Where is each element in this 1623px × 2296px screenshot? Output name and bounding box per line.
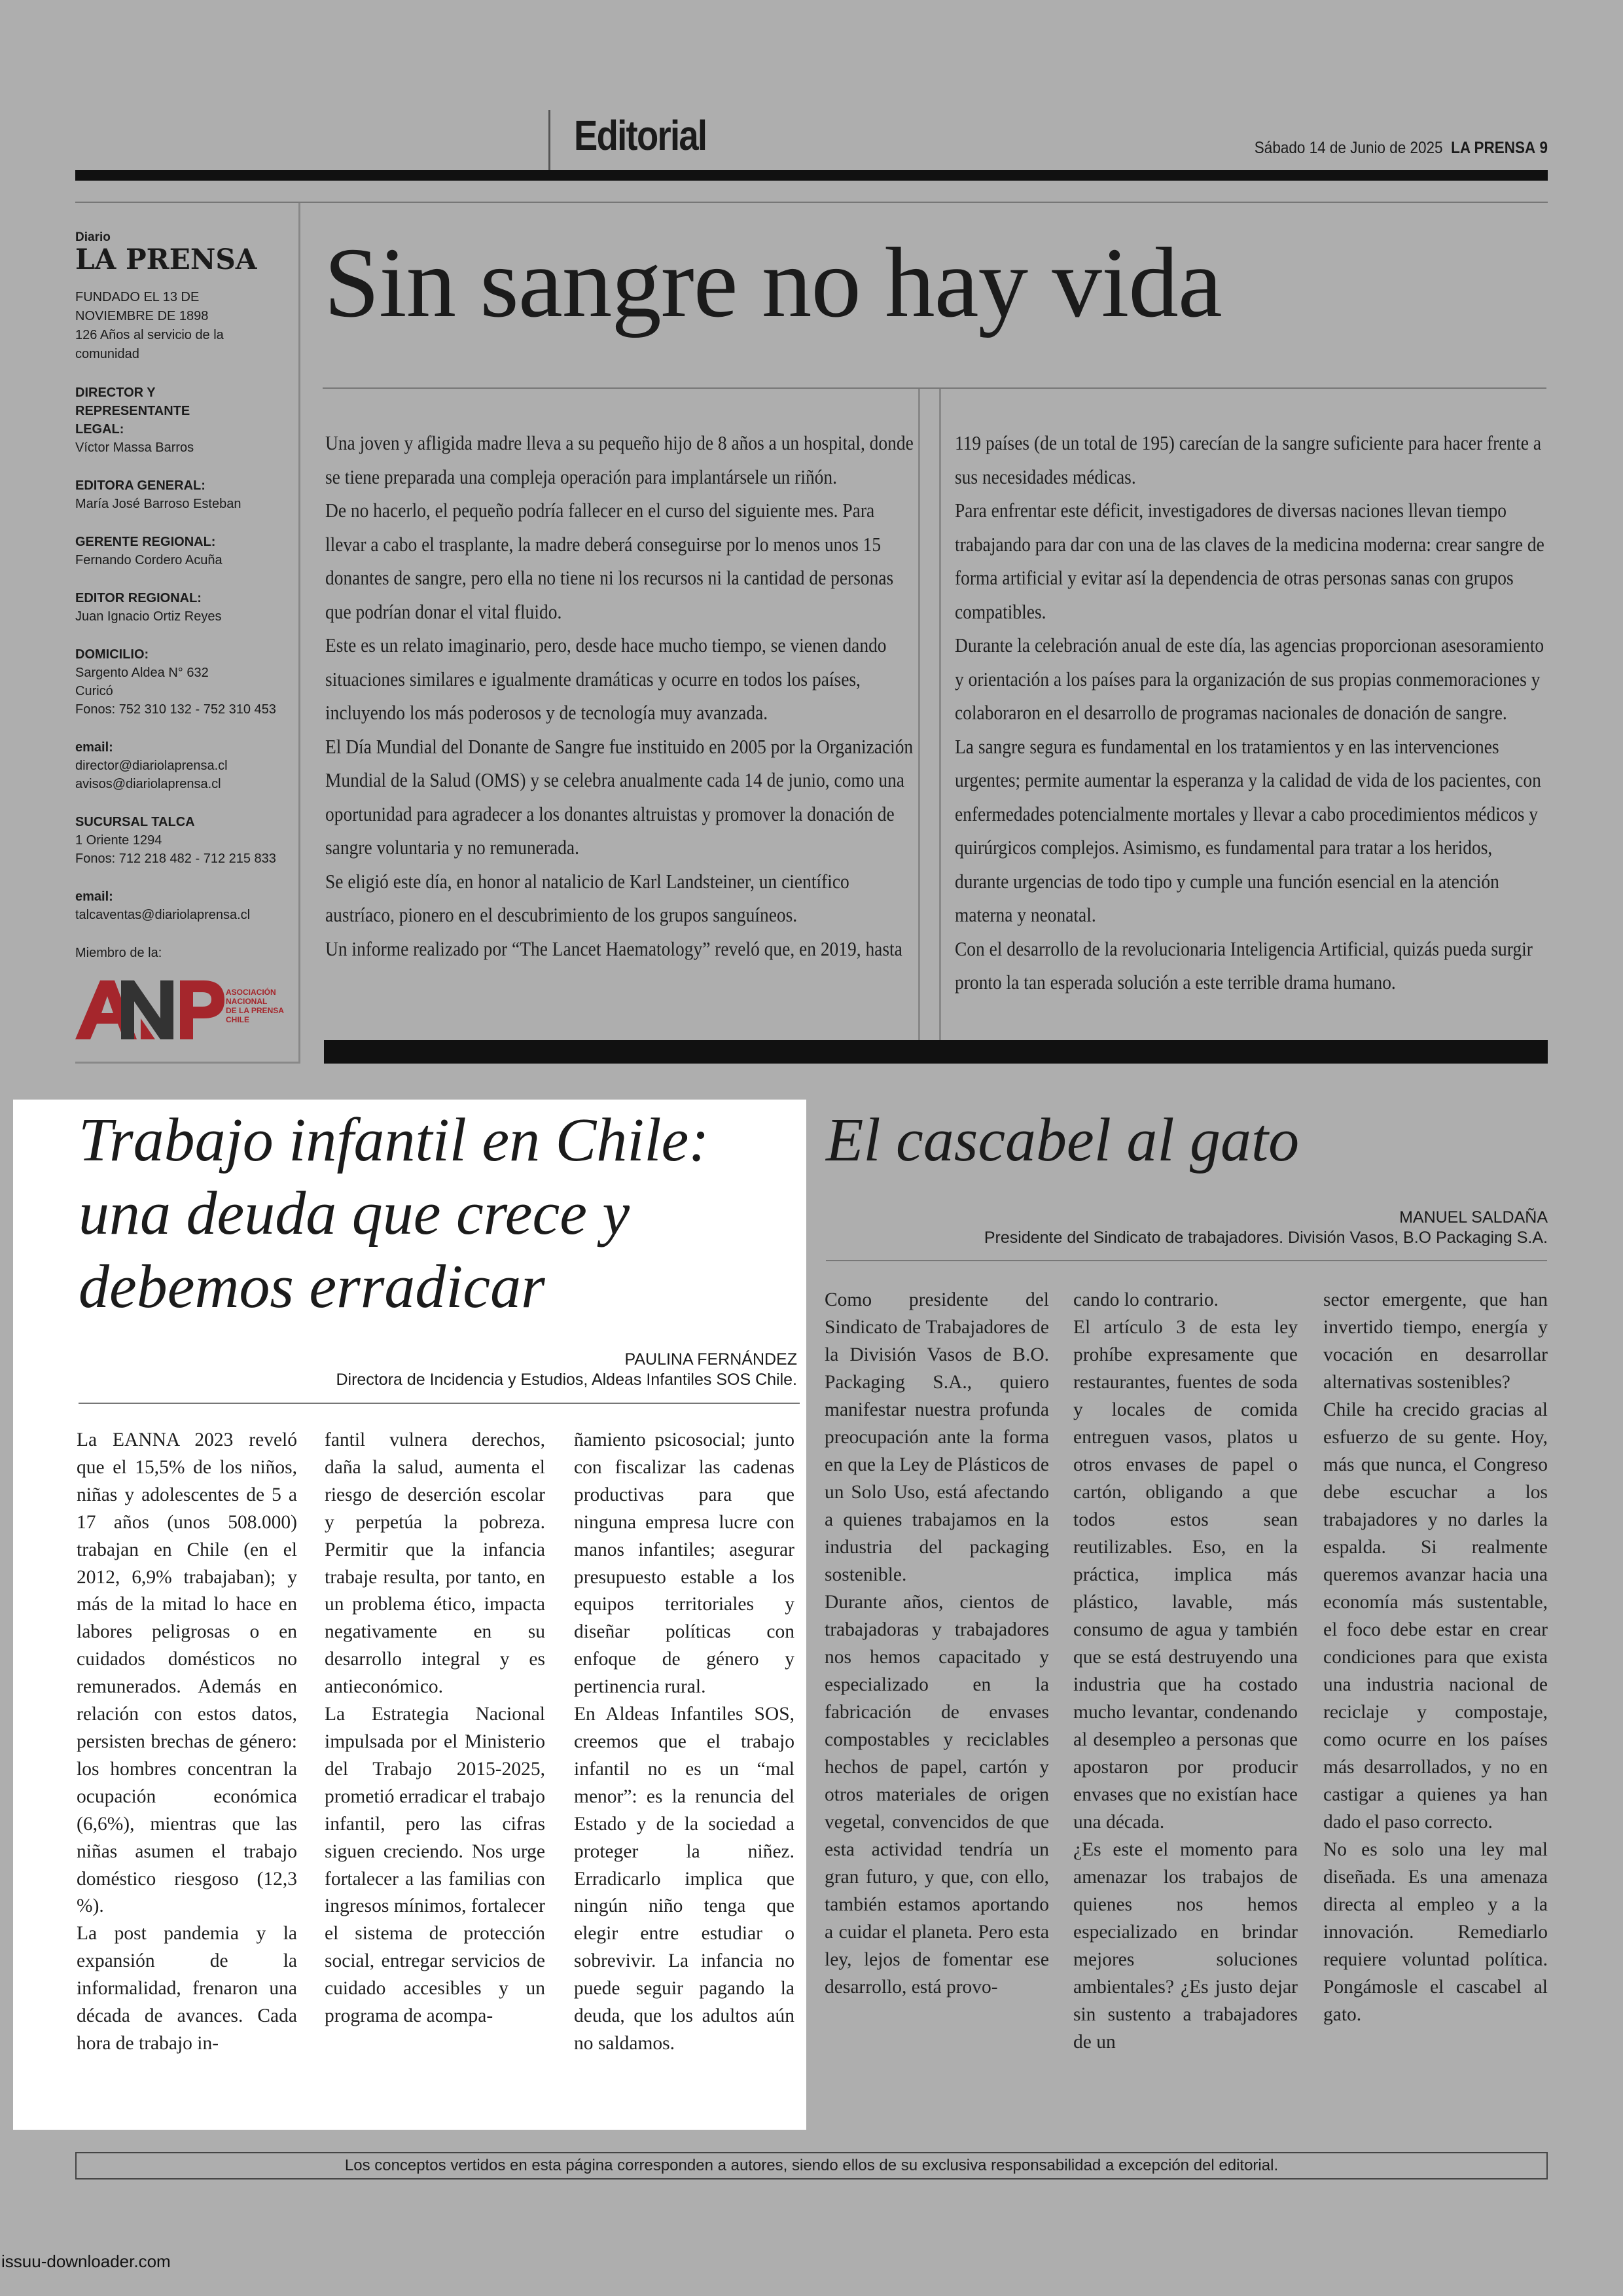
paragraph: Como presidente del Sindicato de Trabajadores de la División Vasos de B.O. Packaging S.A., quiero manifestar nuestra profunda preocupación ante la forma en que la Ley de Plásticos de un Solo Uso, está afectando a quienes trabajamos en la industria del packaging sostenible.	[825, 1289, 1049, 1585]
email-block	[75, 738, 298, 793]
article1-column-2	[325, 1427, 545, 2030]
paragraph: Un informe realizado por “The Lancet Haematology” reveló que, en 2019, hasta	[325, 937, 902, 960]
staff-value: Fernando Cordero Acuña	[75, 553, 223, 567]
article1-rule	[79, 1403, 800, 1404]
staff-value: María José Barroso Esteban	[75, 497, 241, 511]
disclaimer: Los conceptos vertidos en esta página corresponden a autores, siendo ellos de su exclusiva responsabilidad a excepción del editorial.	[75, 2152, 1548, 2179]
paragraph: fantil vulnera derechos, daña la salud, aumenta el riesgo de deserción escolar y perpetúa la pobreza. Permitir que la infancia trabaje resulta, por tanto, en un problema ético, impacta negativamente en su desarrollo integral y es antieconómico.	[325, 1429, 545, 1698]
paper-name: LA PRENSA	[1451, 139, 1536, 157]
paragraph: Para enfrentar este déficit, investigadores de diversas naciones llevan tiempo trabajando para dar con una de las claves de la medicina moderna: crear sangre de forma artificial y evitar así la dependencia de otras personas sanas con grupos compatibles.	[955, 499, 1544, 623]
article1-author: PAULINA FERNÁNDEZ	[624, 1350, 797, 1369]
staff-editora	[75, 476, 298, 513]
paragraph: El Día Mundial del Donante de Sangre fue instituido en 2005 por la Organización Mundial de la Salud (OMS) y se celebra anualmente cada 14 de junio, como una oportunidad para agradecer a los donantes altruistas y promover la donación de sangre voluntaria y no remunerada.	[325, 735, 914, 859]
staff-gerente	[75, 533, 298, 569]
paragraph: ñamiento psicosocial; junto con fiscalizar las cadenas productivas para que ninguna empresa lucre con manos infantiles; asegurar presupuesto estable a los equipos territoriales y diseñar políticas con enfoque de género y pertinencia rural.	[574, 1429, 794, 1698]
paragraph: 119 países (de un total de 195) carecían de la sangre suficiente para hacer frente a sus necesidades médicas.	[955, 432, 1542, 488]
article2-column-1	[825, 1286, 1049, 2001]
founded-date: FUNDADO EL 13 DE NOVIEMBRE DE 1898	[75, 290, 209, 323]
editorial-bottom-bar	[324, 1040, 1548, 1064]
masthead-bottom-rule	[75, 1062, 300, 1064]
editorial-title-rule	[323, 387, 1546, 389]
paragraph: ¿Es este el momento para amenazar los trabajos de quienes nos hemos especializado en brindar mejores soluciones ambientales? ¿Es justo dejar sin sustento a trabajadores de un	[1073, 1839, 1298, 2053]
domicilio-city: Curicó	[75, 684, 113, 698]
email-avisos[interactable]: avisos@diariolaprensa.cl	[75, 777, 221, 791]
svg-text:ASOCIACIÓN: ASOCIACIÓN	[226, 988, 276, 997]
sucursal-block	[75, 813, 298, 868]
paragraph: Durante la celebración anual de este día, las agencias proporcionan asesoramiento y orientación a los países para la organización de sus propias conmemoraciones y colaboraron en el desarrollo de programas nacionales de donación de sangre.	[955, 634, 1544, 724]
email-label: email:	[75, 889, 113, 904]
paragraph: Con el desarrollo de la revolucionaria Inteligencia Artificial, quizás pueda surgir pronto la tan esperada solución a este terrible drama humano.	[955, 937, 1533, 994]
article2-title: El cascabel al gato	[826, 1106, 1300, 1174]
svg-text:DE LA PRENSA: DE LA PRENSA	[226, 1006, 284, 1015]
paragraph: La Estrategia Nacional impulsada por el Ministerio del Trabajo 2015-2025, prometió erradicar el trabajo infantil, pero las cifras siguen creciendo. Nos urge fortalecer a las familias con ingresos mínimos, fortalecer el sistema de protección social, entregar servicios de cuidado accesibles y un programa de acompa-	[325, 1704, 545, 2027]
watermark: issuu-downloader.com	[1, 2251, 171, 2271]
masthead-diario: Diario	[75, 230, 111, 244]
paragraph: Este es un relato imaginario, pero, desde hace mucho tiempo, se vienen dando situaciones similares e igualmente dramáticas y ocurre en todos los países, incluyendo los más poderosos y de tecnología muy avanzada.	[325, 634, 887, 724]
masthead-name: LA PRENSA	[75, 243, 257, 276]
paragraph: No es solo una ley mal diseñada. Es una amenaza directa al empleo y a la innovación. Remediarlo requiere voluntad política. Pongámosle el cascabel al gato.	[1323, 1839, 1548, 2025]
column-separator	[918, 389, 920, 1040]
article1-byline	[336, 1350, 797, 1390]
article2-byline	[984, 1208, 1548, 1248]
paragraph: El artículo 3 de esta ley prohíbe expresamente que restaurantes, fuentes de soda y locales de comida entreguen vasos, platos u otros envases de papel o cartón, obligando a que todos estos sean reutilizables. Eso, en la práctica, implica más plástico, lavable, más consumo de agua y también que se está destruyendo una industria que ha costado mucho levantar, condenando al desempleo a personas que apostaron por producir envases que no existían hace una década.	[1073, 1317, 1298, 1833]
issue-date: Sábado 14 de Junio de 2025	[1254, 139, 1443, 157]
domicilio-label: DOMICILIO:	[75, 647, 149, 662]
article1-column-1	[77, 1427, 297, 2058]
svg-text:NACIONAL: NACIONAL	[226, 997, 268, 1006]
founded-years: 126 Años al servicio de la comunidad	[75, 328, 224, 361]
staff-label: DIRECTOR Y REPRESENTANTE LEGAL:	[75, 386, 190, 437]
paragraph: La EANNA 2023 reveló que el 15,5% de los niños, niñas y adolescentes de 5 a 17 años (unos 508.000) trabajan en Chile (en el 2012, 6,9% trabajaban); y más de la mitad lo hace en labores peligrosas o en cuidados domésticos no remunerados. Además en relación con estos datos, persisten brechas de género: los hombres concentran la ocupación económica (6,6%), mientras que las niñas asumen el trabajo doméstico riesgoso (12,3 %).	[77, 1429, 297, 1917]
paragraph: cando lo contrario.	[1073, 1289, 1219, 1310]
editorial-right-column	[955, 427, 1547, 1000]
article2-role: Presidente del Sindicato de trabajadores. División Vasos, B.O Packaging S.A.	[984, 1229, 1548, 1247]
email-director[interactable]: director@diariolaprensa.cl	[75, 759, 228, 773]
staff-director	[75, 384, 298, 457]
staff-label: GERENTE REGIONAL:	[75, 535, 216, 549]
staff-value: Juan Ignacio Ortiz Reyes	[75, 609, 222, 624]
sucursal-phones: Fonos: 712 218 482 - 712 215 833	[75, 852, 276, 866]
sucursal-street: 1 Oriente 1294	[75, 833, 162, 848]
article2-author: MANUEL SALDAÑA	[1399, 1208, 1548, 1227]
paragraph: Se eligió este día, en honor al natalicio de Karl Landsteiner, un científico austríaco, pionero en el descubrimiento de los grupos sanguíneos.	[325, 870, 849, 926]
paragraph: Chile ha crecido gracias al esfuerzo de su gente. Hoy, más que nunca, el Congreso debe escuchar a los trabajadores y no darles la espalda. Si realmente queremos avanzar hacia una economía más sustentable, el foco debe estar en crear condiciones para que exista una industria nacional de reciclaje y compostaje, como ocurre en los países más desarrollados, y no en castigar a quienes ya han dado el paso correcto.	[1323, 1399, 1548, 1833]
date-line	[1255, 139, 1548, 158]
paragraph: Durante años, cientos de trabajadoras y trabajadores nos hemos capacitado y especializado en la fabricación de envases compostables y reciclables hechos de papel, cartón y otros materiales de origen vegetal, convencidos de que esta actividad tendría un gran futuro, y que, con ello, también estamos aportando a cuidar el planeta. Pero esta ley, lejos de fomentar ese desarrollo, está provo-	[825, 1592, 1049, 1998]
domicilio-street: Sargento Aldea N° 632	[75, 666, 209, 680]
member-text: Miembro de la:	[75, 946, 162, 960]
header-rule-thin	[75, 202, 1548, 203]
section-title: Editorial	[574, 112, 707, 159]
staff-value: Víctor Massa Barros	[75, 440, 194, 455]
header-divider	[548, 110, 550, 170]
page-number: 9	[1539, 139, 1548, 157]
masthead-founded	[75, 288, 298, 364]
paragraph: La post pandemia y la expansión de la informalidad, frenaron una década de avances. Cada hora de trabajo in-	[77, 1923, 297, 2054]
anp-logo	[75, 975, 284, 1047]
article2-column-2	[1073, 1286, 1298, 2056]
paragraph: De no hacerlo, el pequeño podría fallecer en el curso del siguiente mes. Para llevar a cabo el trasplante, la madre deberá conseguirse por lo menos unos 15 donantes de sangre, pero ella no tiene ni los recursos ni la cantidad de personas que podrían donar el vital fluido.	[325, 499, 894, 623]
header-rule-thick	[75, 170, 1548, 181]
article1-column-3	[574, 1427, 794, 2058]
editorial-title: Sin sangre no hay vida	[324, 228, 1222, 338]
domicilio-block	[75, 645, 298, 719]
email2-block	[75, 888, 298, 924]
staff-editor	[75, 589, 298, 626]
article1-role: Directora de Incidencia y Estudios, Aldeas Infantiles SOS Chile.	[336, 1371, 797, 1389]
svg-text:CHILE: CHILE	[226, 1015, 249, 1024]
column-separator	[939, 389, 941, 1040]
masthead	[75, 230, 298, 962]
paragraph: sector emergente, que han invertido tiempo, energía y vocación en desarrollar alternativas sostenibles?	[1323, 1289, 1548, 1393]
paragraph: En Aldeas Infantiles SOS, creemos que el trabajo infantil no es un “mal menor”: es la renuncia del Estado y de la sociedad a proteger la niñez. Erradicarlo implica que ningún niño tenga que elegir entre estudiar o sobrevivir. La infancia no puede seguir pagando la deuda, que los adultos aún no saldamos.	[574, 1704, 794, 2054]
email-talca[interactable]: talcaventas@diariolaprensa.cl	[75, 908, 251, 922]
masthead-divider	[298, 203, 300, 1064]
article2-rule	[826, 1260, 1547, 1261]
editorial-left-column	[325, 427, 918, 966]
article1-title: Trabajo infantil en Chile: una deuda que crece y debemos erradicar	[79, 1106, 709, 1321]
email-label: email:	[75, 740, 113, 755]
domicilio-phones: Fonos: 752 310 132 - 752 310 453	[75, 702, 276, 717]
sucursal-label: SUCURSAL TALCA	[75, 815, 195, 829]
paragraph: La sangre segura es fundamental en los tratamientos y en las intervenciones urgentes; permite aumentar la esperanza y la calidad de vida de los pacientes, con enfermedades potencialmente mortales y llevar a cabo procedimientos médicos y quirúrgicos complejos. Asimismo, es fundamental para tratar a los heridos, durante urgencias de todo tipo y cumple una función esencial en la atención materna y neonatal.	[955, 735, 1541, 926]
paragraph: Una joven y afligida madre lleva a su pequeño hijo de 8 años a un hospital, donde se tiene preparada una compleja operación para implantársele un riñón.	[325, 432, 914, 488]
staff-label: EDITORA GENERAL:	[75, 478, 205, 493]
staff-label: EDITOR REGIONAL:	[75, 591, 202, 605]
article2-column-3	[1323, 1286, 1548, 2028]
